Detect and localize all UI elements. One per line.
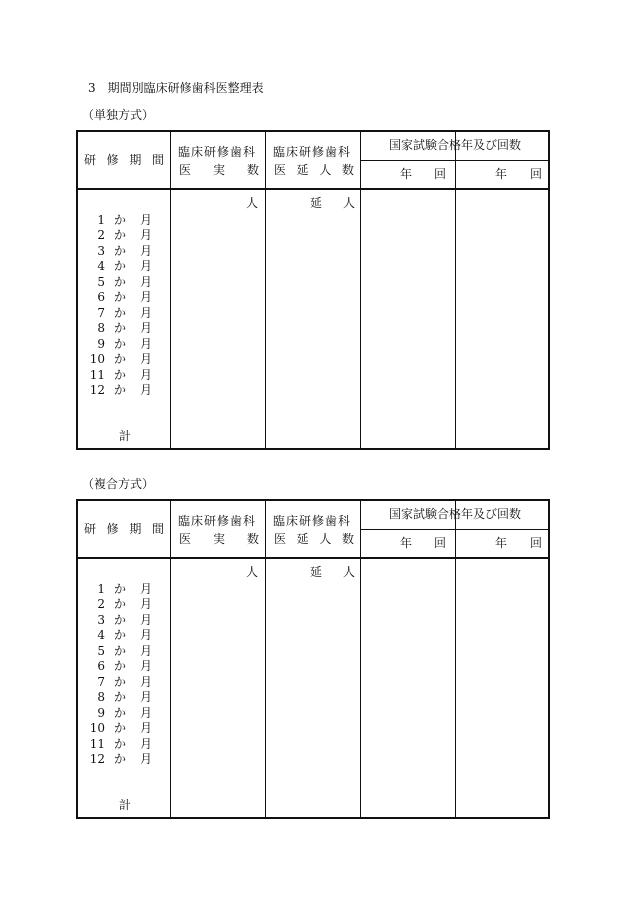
header-exam-year-round-char: 回 [529,536,542,550]
header-total-line2-char: 数 [341,532,354,546]
month-unit: 月 [140,321,153,336]
header-actual-line2-char: 実 [212,163,225,177]
header-period-char: 研 [84,522,97,536]
unit-actual: 人 [246,565,259,579]
month-number: 6 [97,290,105,305]
month-number: 1 [97,213,105,227]
month-unit: 月 [140,674,153,689]
month-number: 11 [89,367,105,382]
month-ka: か [114,259,127,274]
section-title: 3 期間別臨床研修歯科医整理表 [88,81,264,95]
month-unit: 月 [140,290,153,305]
header-actual-line2-char: 医 [179,532,192,546]
month-unit: 月 [140,382,153,397]
header-period-char: 間 [151,153,164,167]
month-number: 9 [97,336,105,351]
month-ka: か [114,612,127,627]
month-number: 10 [89,721,105,736]
month-ka: か [114,213,127,227]
header-exam: 国家試験合格年及び回数 [388,138,521,152]
month-ka: か [114,305,127,320]
header-period-char: 期 [129,153,142,167]
month-number: 5 [97,643,105,658]
month-unit: 月 [140,336,153,351]
header-period [84,522,164,536]
header-period-char: 期 [129,522,142,536]
header-total-line2-char: 延 [296,163,309,177]
month-number: 12 [89,751,105,766]
header-actual-line2-char: 数 [246,163,259,177]
header-exam-year-round [495,167,542,181]
unit-total-prefix: 延 [310,196,323,210]
header-actual-line2-char: 実 [212,532,225,546]
month-unit: 月 [140,213,153,227]
month-ka: か [114,290,127,305]
header-period-char: 修 [106,522,119,536]
header-actual-line2-char: 医 [179,163,192,177]
header-actual-line2 [179,532,259,546]
header-exam-year-round [400,167,446,181]
column-divider [170,132,171,448]
month-number: 1 [97,582,105,596]
header-total-line2 [274,163,354,177]
month-number: 4 [97,628,105,643]
header-exam-year-round-char: 回 [433,167,446,181]
total-label: 計 [119,798,132,812]
unit-total: 人 [343,196,356,210]
month-ka: か [114,321,127,336]
month-ka: か [114,751,127,766]
header-total-line2-char: 数 [341,163,354,177]
unit-total-prefix: 延 [310,565,323,579]
month-number: 9 [97,705,105,720]
month-ka: か [114,243,127,258]
month-ka: か [114,628,127,643]
subheader-divider [360,529,548,530]
month-ka: か [114,690,127,705]
header-period-char: 間 [151,522,164,536]
header-actual-line1: 臨床研修歯科 [178,514,257,528]
month-number: 3 [97,612,105,627]
header-period-char: 研 [84,153,97,167]
month-ka: か [114,352,127,367]
month-unit: 月 [140,274,153,289]
column-divider [265,501,266,817]
month-unit: 月 [140,659,153,674]
month-number: 8 [97,690,105,705]
month-ka: か [114,705,127,720]
month-unit: 月 [140,705,153,720]
header-period-char: 修 [106,153,119,167]
month-ka: か [114,274,127,289]
month-unit: 月 [140,612,153,627]
header-exam-year-round-char: 回 [433,536,446,550]
table-single [76,130,550,450]
total-label: 計 [119,429,132,443]
header-divider [78,557,548,559]
header-exam-year-round-char: 年 [495,536,508,550]
month-ka: か [114,736,127,751]
header-total-line2-char: 医 [274,163,287,177]
table-combined [76,499,550,819]
table-caption: （単独方式） [82,108,155,122]
month-unit: 月 [140,690,153,705]
header-period [84,153,164,167]
month-unit: 月 [140,628,153,643]
month-number: 5 [97,274,105,289]
month-number: 7 [97,305,105,320]
unit-actual: 人 [246,196,259,210]
header-total-line2-char: 医 [274,532,287,546]
header-total-line1: 臨床研修歯科 [273,514,352,528]
month-unit: 月 [140,259,153,274]
column-divider [455,501,456,817]
unit-total: 人 [343,565,356,579]
header-exam: 国家試験合格年及び回数 [388,507,521,521]
month-ka: か [114,228,127,243]
month-unit: 月 [140,352,153,367]
header-exam-year-round-char: 回 [529,167,542,181]
table-caption: （複合方式） [82,477,155,491]
header-divider [78,188,548,190]
header-exam-year-round [495,536,542,550]
month-unit: 月 [140,582,153,596]
header-exam-year-round-char: 年 [400,536,413,550]
month-number: 3 [97,243,105,258]
month-ka: か [114,674,127,689]
month-unit: 月 [140,643,153,658]
header-actual-line1: 臨床研修歯科 [178,145,257,159]
header-exam-year-round [400,536,446,550]
header-exam-year-round-char: 年 [495,167,508,181]
month-ka: か [114,382,127,397]
month-unit: 月 [140,305,153,320]
month-number: 4 [97,259,105,274]
month-unit: 月 [140,721,153,736]
column-divider [360,132,361,448]
header-total-line2 [274,532,354,546]
month-ka: か [114,643,127,658]
month-unit: 月 [140,736,153,751]
month-number: 10 [89,352,105,367]
month-ka: か [114,721,127,736]
month-unit: 月 [140,243,153,258]
column-divider [265,132,266,448]
month-number: 2 [97,228,105,243]
month-ka: か [114,367,127,382]
header-total-line2-char: 人 [319,532,332,546]
header-total-line2-char: 人 [319,163,332,177]
column-divider [360,501,361,817]
month-unit: 月 [140,228,153,243]
month-ka: か [114,597,127,612]
month-unit: 月 [140,751,153,766]
month-number: 6 [97,659,105,674]
subheader-divider [360,160,548,161]
header-actual-line2-char: 数 [246,532,259,546]
column-divider [170,501,171,817]
month-number: 7 [97,674,105,689]
month-number: 2 [97,597,105,612]
header-exam-year-round-char: 年 [400,167,413,181]
month-ka: か [114,659,127,674]
column-divider [455,132,456,448]
header-actual-line2 [179,163,259,177]
header-total-line2-char: 延 [296,532,309,546]
month-unit: 月 [140,597,153,612]
month-number: 12 [89,382,105,397]
month-number: 8 [97,321,105,336]
header-total-line1: 臨床研修歯科 [273,145,352,159]
month-unit: 月 [140,367,153,382]
month-ka: か [114,336,127,351]
month-ka: か [114,582,127,596]
month-number: 11 [89,736,105,751]
